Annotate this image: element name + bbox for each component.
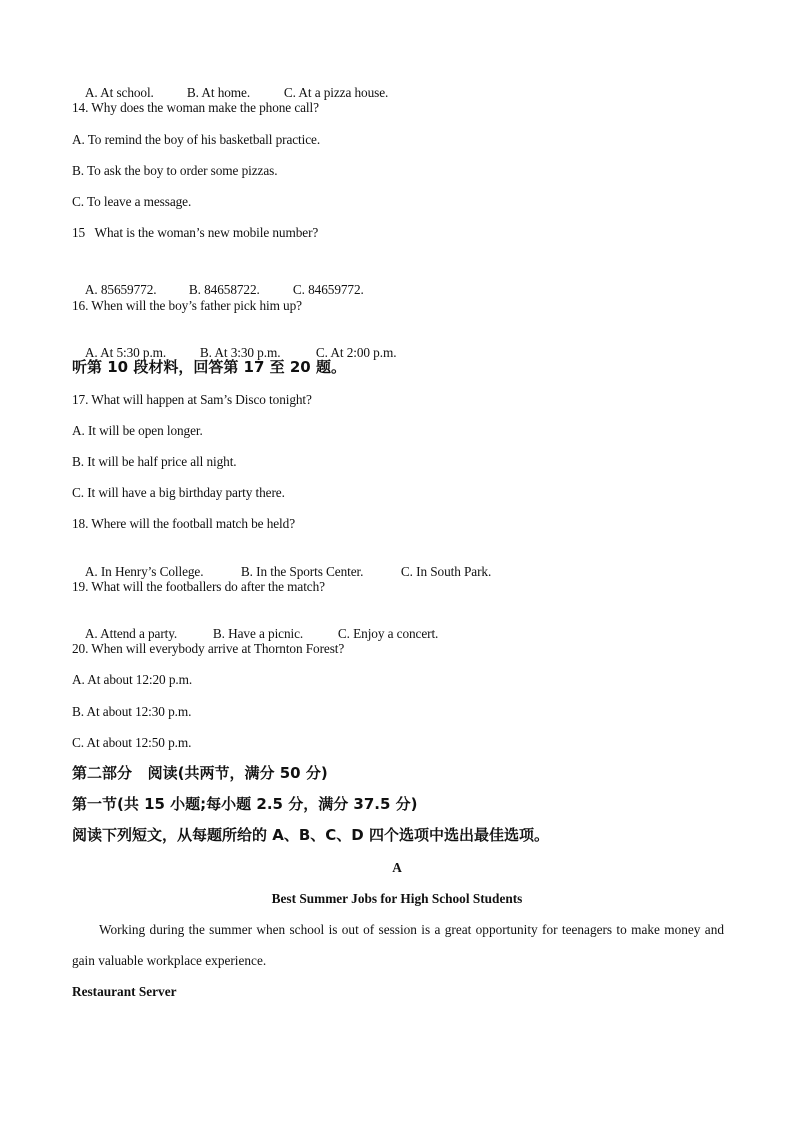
q15-option-a: A. 85659772. — [84, 282, 157, 297]
q13-option-b: B. At home. — [186, 85, 251, 100]
q16-option-a: A. At 5:30 p.m. — [84, 345, 167, 360]
q20-question: 20. When will everybody arrive at Thornton Forest? — [72, 641, 345, 656]
section10-instruction: 听第 10 段材料，回答第 17 至 20 题。 — [72, 358, 346, 376]
q14-option-a: A. To remind the boy of his basketball practice. — [72, 132, 321, 147]
q17-option-b: B. It will be half price all night. — [72, 454, 237, 469]
q19-option-c: C. Enjoy a concert. — [337, 626, 439, 641]
section1-heading: 第一节(共 15 小题;每小题 2.5 分，满分 37.5 分) — [72, 795, 418, 813]
q18-question: 18. Where will the football match be held? — [72, 516, 296, 531]
q16-option-c: C. At 2:00 p.m. — [315, 345, 397, 360]
q14-question: 14. Why does the woman make the phone call? — [72, 100, 319, 115]
part2-heading: 第二部分 阅读(共两节，满分 50 分) — [72, 764, 328, 782]
q13-option-c: C. At a pizza house. — [283, 85, 389, 100]
q17-question: 17. What will happen at Sam’s Disco tonight? — [72, 392, 312, 407]
subhead-restaurant-server: Restaurant Server — [72, 984, 177, 999]
q19-question: 19. What will the footballers do after the match? — [72, 579, 325, 594]
q17-option-a: A. It will be open longer. — [72, 423, 203, 438]
q13-option-a: A. At school. — [84, 85, 154, 100]
q15-question: 15 What is the woman’s new mobile number? — [72, 225, 319, 240]
q20-option-c: C. At about 12:50 p.m. — [72, 735, 192, 750]
q15-option-b: B. 84658722. — [188, 282, 260, 297]
q19-option-b: B. Have a picnic. — [212, 626, 304, 641]
q16-question: 16. When will the boy’s father pick him up? — [72, 298, 302, 313]
q20-option-a: A. At about 12:20 p.m. — [72, 672, 193, 687]
q18-option-a: A. In Henry’s College. — [84, 564, 204, 579]
q19-option-a: A. Attend a party. — [84, 626, 178, 641]
q14-option-b: B. To ask the boy to order some pizzas. — [72, 163, 278, 178]
q20-option-b: B. At about 12:30 p.m. — [72, 704, 192, 719]
reading-instruction: 阅读下列短文，从每题所给的 A、B、C、D 四个选项中选出最佳选项。 — [72, 826, 549, 844]
q17-option-c: C. It will have a big birthday party there. — [72, 485, 285, 500]
passage-title: Best Summer Jobs for High School Students — [271, 891, 523, 906]
passage-paragraph-1: Working during the summer when school is out of session is a great opportunity for teenagers to make money and gain valuable workplace experience. — [72, 922, 724, 968]
q18-option-b: B. In the Sports Center. — [240, 564, 364, 579]
q14-option-c: C. To leave a message. — [72, 194, 192, 209]
q16-option-b: B. At 3:30 p.m. — [199, 345, 281, 360]
q15-option-c: C. 84659772. — [292, 282, 364, 297]
passage-letter: A — [392, 860, 402, 875]
q18-option-c: C. In South Park. — [400, 564, 492, 579]
